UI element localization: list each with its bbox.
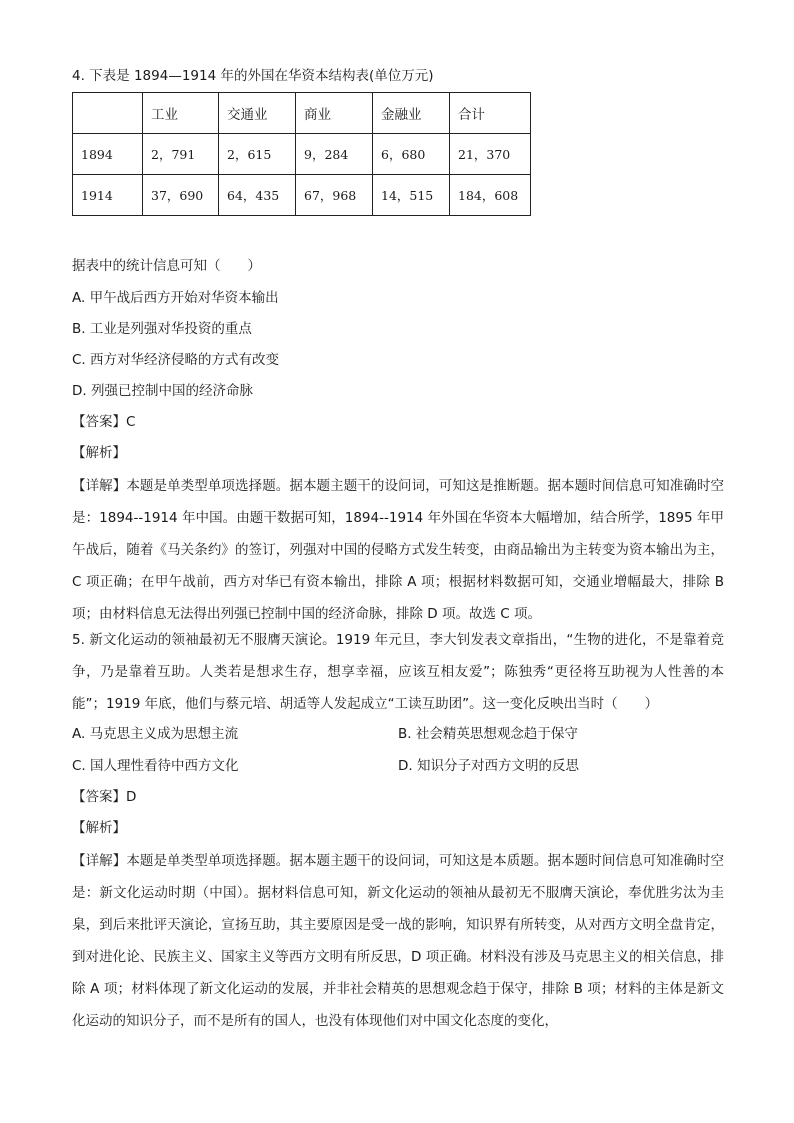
q4-stem: 4. 下表是 1894—1914 年的外国在华资本结构表(单位万元) (72, 68, 434, 84)
table-row (73, 134, 531, 175)
table-cell: 67，968 (296, 175, 373, 216)
table-cell: 14，515 (373, 175, 450, 216)
capital-structure-table (72, 92, 531, 216)
q5-option-d: D. 知识分子对西方文明的反思 (398, 758, 579, 774)
table-header-row (73, 93, 531, 134)
table-cell: 2，615 (219, 134, 296, 175)
table-row (73, 175, 531, 216)
table-header-cell: 交通业 (219, 93, 296, 134)
table-cell: 6，680 (373, 134, 450, 175)
table-cell: 1894 (73, 134, 143, 175)
q4-option-d: D. 列强已控制中国的经济命脉 (72, 383, 253, 399)
q5-option-c: C. 国人理性看待中西方文化 (72, 758, 239, 774)
q4-option-b: B. 工业是列强对华投资的重点 (72, 321, 252, 337)
table-header-cell: 金融业 (373, 93, 450, 134)
table-cell: 9，284 (296, 134, 373, 175)
q4-answer: 【答案】C (72, 414, 136, 430)
q5-option-b: B. 社会精英思想观念趋于保守 (398, 726, 578, 742)
table-cell: 184，608 (450, 175, 531, 216)
q5-stem: 5. 新文化运动的领袖最初无不服膺天演论。1919 年元旦，李大钊发表文章指出，“生物的进化，不是靠着竞争，乃是靠着互助。人类若是想求生存，想享幸福，应该互相友爱”；陈独秀“更径将互助视为人性善的本能”；1919 年底，他们与蔡元培、胡适等人发起成立“工读互助团”。这一变化反映出当时（ ） (72, 632, 724, 712)
table-cell: 37，690 (143, 175, 219, 216)
table-header-cell: 商业 (296, 93, 373, 134)
q4-analysis-label: 【解析】 (72, 445, 126, 461)
table-cell: 64，435 (219, 175, 296, 216)
table-header-cell: 合计 (450, 93, 531, 134)
q4-option-c: C. 西方对华经济侵略的方式有改变 (72, 352, 280, 368)
q5-answer: 【答案】D (72, 789, 137, 805)
q4-detail: 【详解】本题是单类型单项选择题。据本题主题干的设问词，可知这是推断题。据本题时间信息可知准确时空是：1894--1914 年中国。由题干数据可知，1894--1914 年外国在华资本大幅增加，结合所学，1895 年甲午战后，随着《马关条约》的签订，列强对中国的侵略方式发生转变，由商品输出为主转变为资本输出为主，C 项正确；在甲午战前，西方对华已有资本输出，排除 A 项；根据材料数据可知，交通业增幅最大，排除 B 项；由材料信息无法得出列强已控制中国的经济命脉，排除 D 项。故选 C 项。 (72, 478, 724, 622)
q5-option-a: A. 马克思主义成为思想主流 (72, 726, 239, 742)
table-header-cell (73, 93, 143, 134)
table-cell: 2，791 (143, 134, 219, 175)
q4-option-a: A. 甲午战后西方开始对华资本输出 (72, 290, 279, 306)
q5-detail: 【详解】本题是单类型单项选择题。据本题主题干的设问词，可知这是本质题。据本题时间信息可知准确时空是：新文化运动时期（中国）。据材料信息可知，新文化运动的领袖从最初无不服膺天演论，奉优胜劣汰为圭臬，到后来批评天演论，宣扬互助，其主要原因是受一战的影响，知识界有所转变，从对西方文明全盘肯定，到对进化论、民族主义、国家主义等西方文明有所反思，D 项正确。材料没有涉及马克思主义的相关信息，排除 A 项；材料体现了新文化运动的发展，并非社会精英的思想观念趋于保守，排除 B 项；材料的主体是新文化运动的知识分子，而不是所有的国人，也没有体现他们对中国文化态度的变化， (72, 853, 724, 1029)
q5-analysis-label: 【解析】 (72, 820, 126, 836)
table-header-cell: 工业 (143, 93, 219, 134)
q4-question: 据表中的统计信息可知（ ） (72, 258, 261, 274)
table-cell: 21，370 (450, 134, 531, 175)
table-cell: 1914 (73, 175, 143, 216)
